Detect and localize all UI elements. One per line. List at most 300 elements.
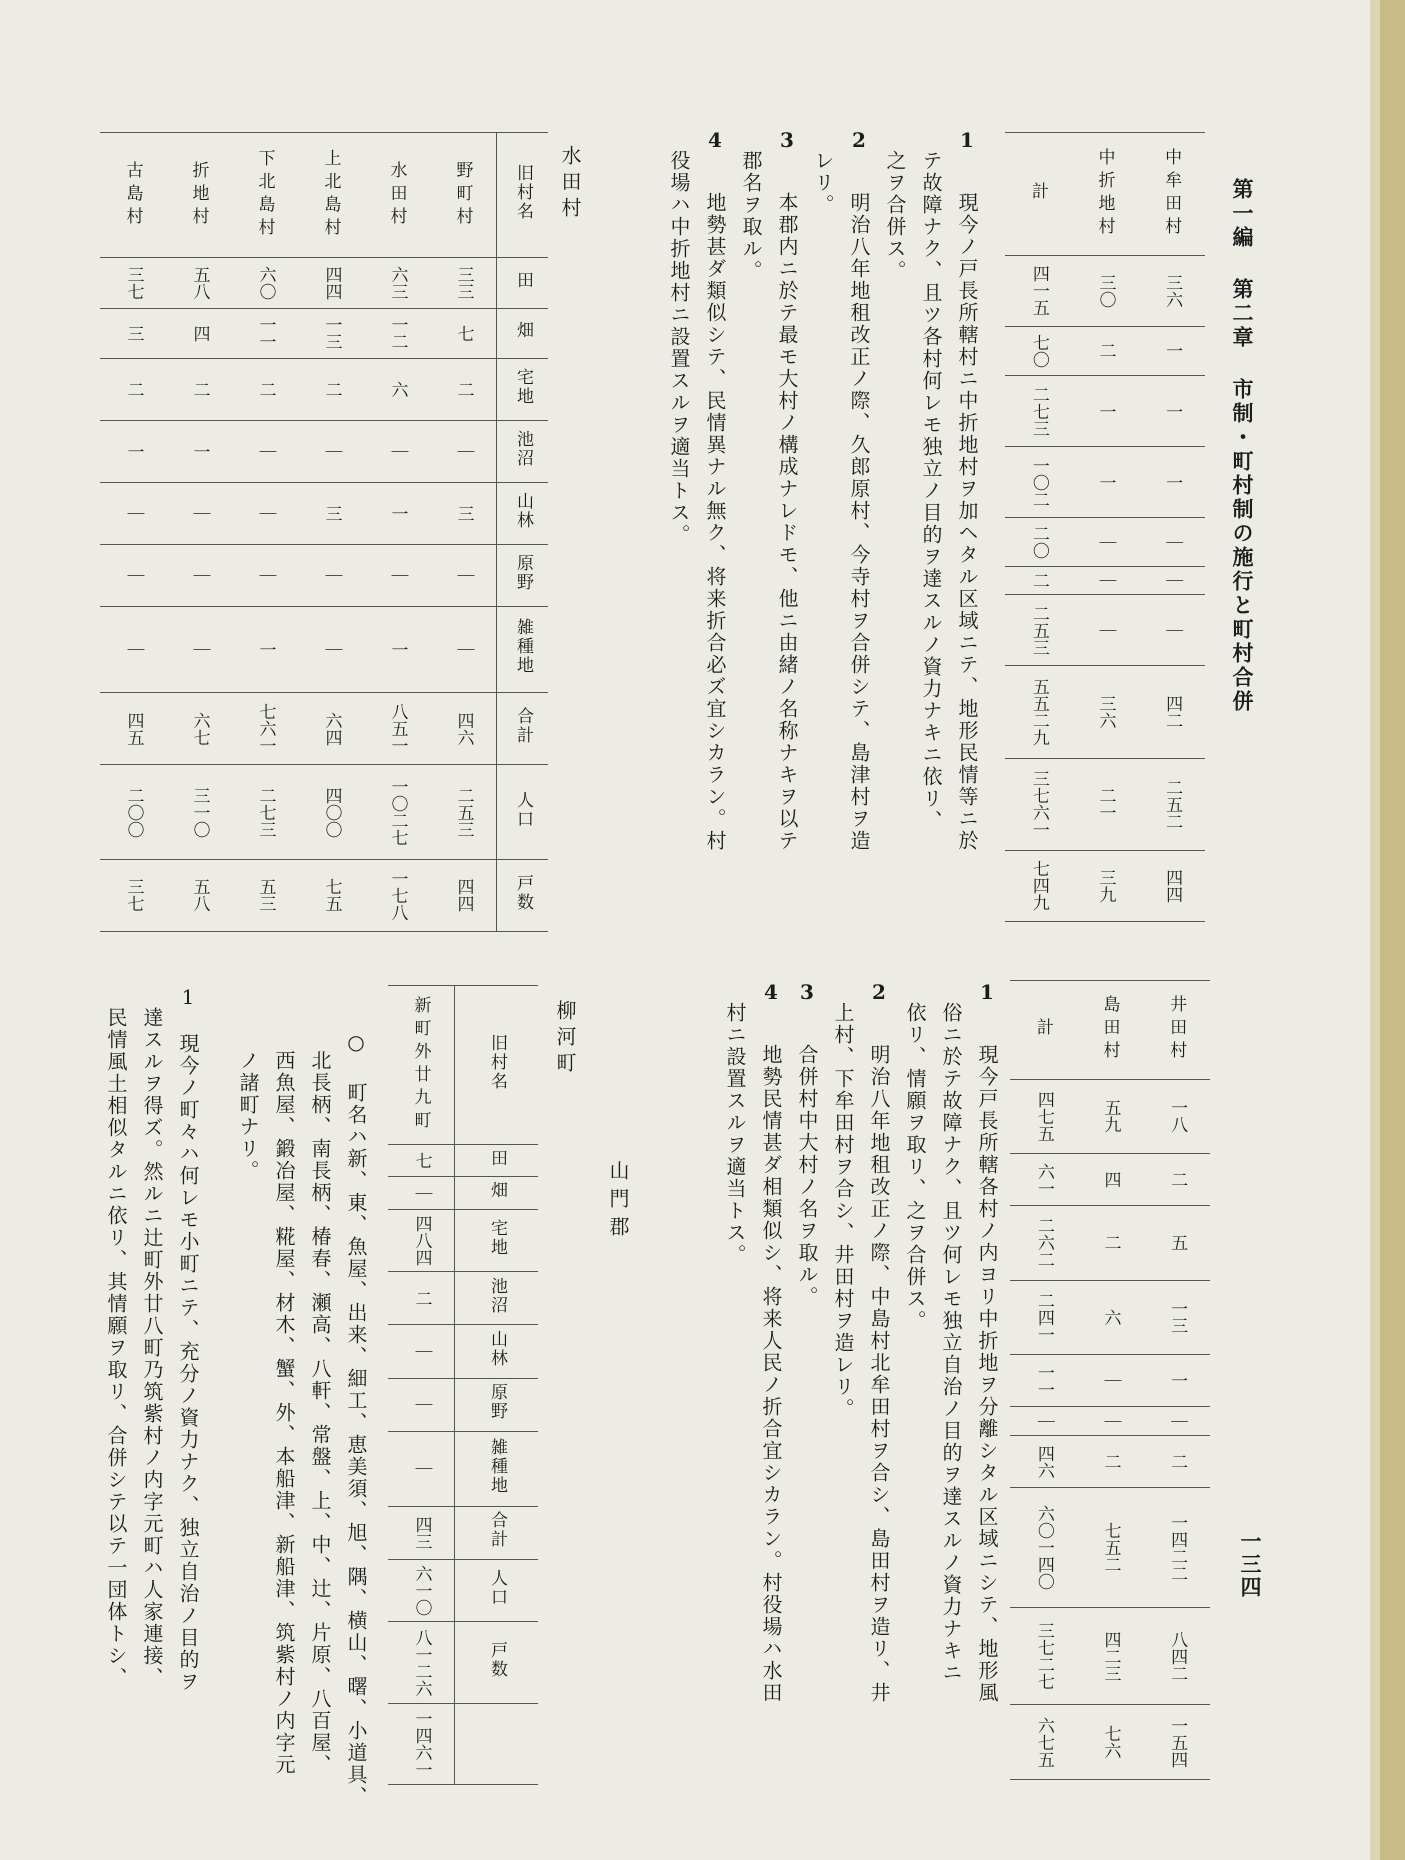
note-number: 4: [759, 980, 783, 1006]
table-header-cell: [497, 859, 549, 931]
table-cell: 六三: [364, 258, 430, 308]
table-row-name: 古島村: [100, 133, 166, 258]
table-cell: 二: [430, 358, 497, 420]
table-row-name: 井田村: [1143, 981, 1210, 1080]
table-cell: 六: [1077, 1280, 1144, 1355]
table-cell: 四: [166, 308, 232, 358]
table-cell: 二: [1072, 326, 1139, 375]
table-header-label: 雑種地: [513, 618, 533, 676]
note-line: [933, 980, 969, 1820]
table-cell: ｜: [100, 606, 166, 692]
table-cell: 一: [364, 606, 430, 692]
table-header-label: 人口: [487, 1569, 507, 1608]
table-row: [1010, 1407, 1210, 1436]
table-cell: 六〇: [232, 258, 298, 308]
table-cell: 一: [1072, 447, 1139, 518]
table-header-label: 田: [487, 1148, 507, 1168]
table-cell: 二七三: [232, 765, 298, 859]
note-number: 1: [975, 980, 999, 1006]
table-row: [388, 1560, 538, 1622]
table-name-row: [388, 986, 538, 1145]
note-text: 村ニ設置スルヲ適当トス。: [723, 1002, 747, 1266]
table-name-row: [100, 133, 548, 258]
table-header-cell: [497, 420, 549, 482]
note-line: [877, 128, 913, 968]
table-row: [388, 1378, 538, 1431]
table-cell: 二六二: [1010, 1206, 1077, 1281]
table-row-name: 島田村: [1077, 981, 1144, 1080]
table-cell: 一三: [1143, 1280, 1210, 1355]
table-cell: ｜: [1138, 595, 1205, 666]
table-cell: 一四二二: [1143, 1488, 1210, 1608]
table-row: [1005, 850, 1205, 921]
table-header-cell: [497, 482, 549, 544]
table-row: [1010, 1280, 1210, 1355]
table-row-name: 計: [1010, 981, 1077, 1080]
table-row: [1005, 567, 1205, 595]
table-cell: ｜: [430, 420, 497, 482]
table-row: [1010, 1206, 1210, 1281]
table-cell: 三三: [430, 258, 497, 308]
table-cell: ｜: [166, 482, 232, 544]
table-cell: ｜: [232, 544, 298, 606]
note-line: [661, 128, 697, 968]
notes-bottom-left: [98, 985, 206, 1825]
table-cell: 二七三: [1005, 376, 1072, 447]
table-cell: 一: [1072, 376, 1139, 447]
table-cell: 一: [166, 420, 232, 482]
table-cell: 七四九: [1005, 850, 1072, 921]
table-cell: 一八: [1143, 1079, 1210, 1154]
note-text: 明治八年地租改正ノ際、久郎原村、今寺村ヲ合併シテ、島津村ヲ造: [847, 192, 871, 852]
table-header-label: 雑種地: [487, 1437, 507, 1495]
table-row: [100, 258, 548, 308]
table-cell: 四八四: [388, 1209, 455, 1271]
note-text: レリ。: [811, 150, 835, 216]
table-header-label: 宅地: [513, 367, 533, 406]
table-cell: 五八: [166, 258, 232, 308]
note-line: [949, 128, 985, 968]
table-cell: ｜: [1138, 517, 1205, 566]
note-text: 本郡内ニ於テ最モ大村ノ構成ナレドモ、他ニ由緒ノ名称ナキヲ以テ: [775, 192, 799, 852]
table-cell: 一三: [298, 308, 364, 358]
note-line: [98, 985, 134, 1825]
table-cell: 四四: [430, 859, 497, 931]
note-line: [805, 128, 841, 968]
table-cell: 一〇二七: [364, 765, 430, 859]
table-cell: ｜: [232, 420, 298, 482]
table-header-cell: [455, 1325, 539, 1378]
table-cell: 三七: [100, 859, 166, 931]
table-row: [388, 1506, 538, 1559]
table-cell: 二: [100, 358, 166, 420]
table-cell: 一〇二: [1005, 447, 1072, 518]
table-cell: 二〇〇: [100, 765, 166, 859]
table-row-name: 野町村: [430, 133, 497, 258]
table-row-name: 上北島村: [298, 133, 364, 258]
table-cell: 二: [1143, 1154, 1210, 1206]
table-cell: ｜: [364, 544, 430, 606]
table-cell: ｜: [364, 420, 430, 482]
table-cell: 三六: [1072, 666, 1139, 758]
table-row: [100, 308, 548, 358]
table-name-row: [1010, 981, 1210, 1080]
table-cell: 二: [1077, 1206, 1144, 1281]
table-row-name: 中折地村: [1072, 133, 1139, 256]
table-cell: 八四二: [1143, 1608, 1210, 1705]
table-header-cell: [455, 986, 539, 1145]
table-cell: 四四: [1138, 850, 1205, 921]
table-cell: ｜: [388, 1325, 455, 1378]
table-header-label: 旧村名: [487, 1034, 507, 1092]
note-number: 3: [775, 128, 799, 154]
note-line: [789, 980, 825, 1820]
table-cell: ｜: [100, 544, 166, 606]
table-cell: ｜: [430, 544, 497, 606]
table-header-label: 合計: [487, 1511, 507, 1550]
table-cell: ｜: [1077, 1355, 1144, 1407]
table-header-label: 池沼: [513, 429, 533, 468]
table-row: [388, 1209, 538, 1271]
note-line: [841, 128, 877, 968]
table-row-name: 折地村: [166, 133, 232, 258]
table-header-label: 戸数: [487, 1641, 507, 1680]
table-header-cell: [455, 1145, 539, 1177]
note-line: [861, 980, 897, 1820]
note-line: [134, 985, 170, 1825]
note-line: [969, 980, 1005, 1820]
table-header-label: 畑: [513, 321, 533, 341]
table-cell: 五九: [1077, 1079, 1144, 1154]
table-cell: ｜: [298, 544, 364, 606]
note-line: [697, 128, 733, 968]
table-row: [100, 420, 548, 482]
table-cell: 一五四: [1143, 1705, 1210, 1780]
table-row-name: 水田村: [364, 133, 430, 258]
table-cell: 五三: [232, 859, 298, 931]
table-row: [1005, 447, 1205, 518]
table-cell: 二五二: [1138, 758, 1205, 850]
table-header-cell: [497, 544, 549, 606]
table-cell: 三七六一: [1005, 758, 1072, 850]
table-cell: 四二三: [1077, 1608, 1144, 1705]
table-header-label: 合計: [513, 707, 533, 746]
table-row-name: 計: [1005, 133, 1072, 256]
table-cell: 三〇: [1072, 255, 1139, 326]
table-header-label: 宅地: [487, 1218, 507, 1257]
table-cell: 二四一: [1010, 1280, 1077, 1355]
table-row-name: 下北島村: [232, 133, 298, 258]
table-header-cell: [497, 258, 549, 308]
table-row: [1010, 1488, 1210, 1608]
table-header-cell: [497, 606, 549, 692]
note-line: 西魚屋、鍛冶屋、糀屋、材木、蟹、外、本船津、新船津、筑紫村ノ内字元: [272, 1050, 296, 1776]
table-cell: 二五三: [430, 765, 497, 859]
table-row: [388, 1271, 538, 1324]
table-cell: 六四: [298, 693, 364, 765]
table-cell: 六七五: [1010, 1705, 1077, 1780]
table-cell: ｜: [1072, 517, 1139, 566]
table-cell: 五: [1143, 1206, 1210, 1281]
table-cell: 三: [298, 482, 364, 544]
note-number: 1: [176, 985, 200, 1011]
table-cell: ｜: [298, 606, 364, 692]
table-cell: 七〇: [1005, 326, 1072, 375]
table-cell: 四〇〇: [298, 765, 364, 859]
table-row: [1005, 255, 1205, 326]
table-row: [1005, 758, 1205, 850]
note-number: 3: [795, 980, 819, 1006]
note-number: 2: [847, 128, 871, 154]
table-row: [1005, 376, 1205, 447]
table-cell: 三: [100, 308, 166, 358]
note-line: [769, 128, 805, 968]
table-cell: 一: [1138, 447, 1205, 518]
table-row-name: 中牟田村: [1138, 133, 1205, 256]
table-cell: 四六: [430, 693, 497, 765]
table-cell: 五五二九: [1005, 666, 1072, 758]
table-row: [388, 1177, 538, 1209]
note-number: 1: [955, 128, 979, 154]
table-row: [388, 1703, 538, 1784]
table-cell: 四一五: [1005, 255, 1072, 326]
table-header-cell: [455, 1432, 539, 1507]
table-cell: 六七: [166, 693, 232, 765]
table-cell: 一一: [232, 308, 298, 358]
town-note: [230, 1030, 374, 1810]
table-row: [1010, 1079, 1210, 1154]
table-header-label: 池沼: [487, 1276, 507, 1315]
table-cell: ｜: [1138, 567, 1205, 595]
table-cell: 一: [1138, 326, 1205, 375]
table-row: [100, 544, 548, 606]
table-cell: 四七五: [1010, 1079, 1077, 1154]
table-row: [388, 1432, 538, 1507]
note-text: テ故障ナク、且ツ各村何レモ独立ノ目的ヲ達スルノ資力ナキニ依リ、: [919, 150, 943, 832]
district-label: 山門郡: [606, 1160, 630, 1244]
table-header-label: 旧村名: [513, 164, 533, 222]
town-label: 柳河町: [553, 1000, 577, 1078]
table-cell: 三一〇: [166, 765, 232, 859]
note-line: ノ諸町ナリ。: [236, 1050, 260, 1182]
notes-top-right: [661, 128, 985, 968]
table-cell: ｜: [1143, 1407, 1210, 1436]
table-cell: ｜: [1077, 1407, 1144, 1436]
table-name-row: [1005, 133, 1205, 256]
table-row: [1005, 326, 1205, 375]
table-row: [1010, 1436, 1210, 1488]
table-cell: 六一: [1010, 1154, 1077, 1206]
table-cell: 三六: [1138, 255, 1205, 326]
table-header-cell: [497, 765, 549, 859]
table-row-name: 新町外廿九町: [388, 986, 455, 1145]
table-cell: 二: [298, 358, 364, 420]
table-cell: 七五: [298, 859, 364, 931]
table-cell: ｜: [298, 420, 364, 482]
table-cell: 八五一: [364, 693, 430, 765]
note-text: 役場ハ中折地村ニ設置スルヲ適当トス。: [667, 150, 691, 546]
table-row: [1005, 595, 1205, 666]
note-text: 現今ノ町々ハ何レモ小町ニテ、充分ノ資力ナク、独立自治ノ目的ヲ: [176, 1033, 200, 1693]
table-row: [388, 1145, 538, 1177]
table-cell: 八一二六: [388, 1622, 455, 1703]
table-header-cell: [455, 1560, 539, 1622]
table-cell: ｜: [1010, 1407, 1077, 1436]
table-header-label: 原野: [487, 1383, 507, 1422]
table-cell: 四: [1077, 1154, 1144, 1206]
note-text: 合併村中大村ノ名ヲ取ル。: [795, 1044, 819, 1308]
table-cell: ｜: [232, 482, 298, 544]
table-cell: 一: [364, 482, 430, 544]
table-top-left: [100, 132, 548, 932]
table-cell: ｜: [166, 544, 232, 606]
table-cell: 二五三: [1005, 595, 1072, 666]
table-cell: 七六一: [232, 693, 298, 765]
table-cell: 三七: [100, 258, 166, 308]
table-cell: ｜: [100, 482, 166, 544]
table-cell: 二: [232, 358, 298, 420]
note-line: [913, 128, 949, 968]
note-text: 現今戸長所轄各村ノ内ヨリ中折地ヲ分離シタル区域ニシテ、地形風: [975, 1044, 999, 1704]
table-header-label: 戸数: [513, 873, 533, 912]
table-cell: 二: [388, 1271, 455, 1324]
note-line: ○ 町名ハ新、東、魚屋、出来、細工、恵美須、旭、隅、横山、曙、小道具、: [344, 1030, 368, 1808]
table-bottom-right: [1010, 980, 1210, 1780]
note-text: 地勢民情甚ダ相類似シ、将来人民ノ折合宜シカラン。村役場ハ水田: [759, 1044, 783, 1704]
table-row: [100, 859, 548, 931]
note-line: [717, 980, 753, 1820]
note-line: [825, 980, 861, 1820]
table-header-cell: [455, 1622, 539, 1703]
table-header-cell: [455, 1271, 539, 1324]
table-cell: ｜: [1072, 567, 1139, 595]
table-header-cell: [455, 1177, 539, 1209]
table-cell: 二: [1143, 1436, 1210, 1488]
table-header-cell: [455, 1703, 539, 1784]
table-row: [1010, 1154, 1210, 1206]
note-text: 上村、下牟田村ヲ合シ、井田村ヲ造レリ。: [831, 1002, 855, 1420]
note-text: 民情風土相似タルニ依リ、其情願ヲ取リ、合併シテ以テ一団体トシ、: [104, 1007, 128, 1689]
table-header-label: 畑: [487, 1181, 507, 1201]
table-header-cell: [455, 1209, 539, 1271]
table-row: [1010, 1705, 1210, 1780]
note-line: [733, 128, 769, 968]
table-cell: 一七八: [364, 859, 430, 931]
table-cell: ｜: [388, 1177, 455, 1209]
table-row: [1005, 666, 1205, 758]
table-cell: 四六: [1010, 1436, 1077, 1488]
table-cell: 四三: [388, 1506, 455, 1559]
table-header-cell: [455, 1378, 539, 1431]
table-header-cell: [497, 308, 549, 358]
table-header-cell: [497, 133, 549, 258]
table-cell: 四二: [1138, 666, 1205, 758]
note-text: 郡名ヲ取ル。: [739, 150, 763, 282]
table-cell: 一一: [1010, 1355, 1077, 1407]
page-spine: [1380, 0, 1405, 1860]
table-cell: 二〇: [1005, 517, 1072, 566]
table-cell: 七五二: [1077, 1488, 1144, 1608]
note-text: 俗ニ於テ故障ナク、且ツ何レモ独立自治ノ目的ヲ達スルノ資力ナキニ: [939, 1002, 963, 1684]
table-cell: 四四: [298, 258, 364, 308]
note-number: 4: [703, 128, 727, 154]
table-row: [100, 482, 548, 544]
table-cell: ｜: [430, 606, 497, 692]
page-spine-shadow: [1370, 0, 1380, 1860]
table-header-label: 田: [513, 270, 533, 290]
note-number: 2: [867, 980, 891, 1006]
table-header-label: 人口: [513, 790, 533, 829]
table-header-label: 原野: [513, 553, 533, 592]
table-cell: 二: [1005, 567, 1072, 595]
table-cell: ｜: [1072, 595, 1139, 666]
table-top-right: [1005, 132, 1205, 922]
table-cell: 一: [100, 420, 166, 482]
table-header-cell: [497, 358, 549, 420]
table-row: [1010, 1355, 1210, 1407]
table-cell: ｜: [166, 606, 232, 692]
table-row: [1010, 1608, 1210, 1705]
table-cell: 七: [430, 308, 497, 358]
table-header-cell: [497, 693, 549, 765]
note-line: [897, 980, 933, 1820]
running-header: 第一編 第二章 市制・町村制の施行と町村合併: [1230, 178, 1255, 714]
table-row: [100, 358, 548, 420]
village-label: 水田村: [558, 145, 582, 223]
note-text: 達スルヲ得ズ。然ルニ辻町外廿八町乃筑紫村ノ内字元町ハ人家連接、: [140, 1007, 164, 1689]
table-row: [100, 693, 548, 765]
table-row: [388, 1622, 538, 1703]
table-row: [100, 606, 548, 692]
table-cell: 二一: [1072, 758, 1139, 850]
table-cell: 一: [1143, 1355, 1210, 1407]
table-cell: 七: [388, 1145, 455, 1177]
table-cell: 六: [364, 358, 430, 420]
table-cell: 四五: [100, 693, 166, 765]
table-cell: 二: [1077, 1436, 1144, 1488]
note-line: [170, 985, 206, 1825]
table-cell: 五八: [166, 859, 232, 931]
note-text: 明治八年地租改正ノ際、中島村北牟田村ヲ合シ、島田村ヲ造リ、井: [867, 1044, 891, 1704]
table-cell: 一: [232, 606, 298, 692]
note-line: [753, 980, 789, 1820]
notes-bottom-right: [717, 980, 1005, 1820]
table-cell: 三九: [1072, 850, 1139, 921]
note-text: 依リ、情願ヲ取リ、之ヲ合併ス。: [903, 1002, 927, 1332]
table-cell: ｜: [388, 1378, 455, 1431]
table-cell: 六一〇: [388, 1560, 455, 1622]
table-cell: 一二: [364, 308, 430, 358]
table-yanagawa: [388, 985, 538, 1785]
table-cell: 七六: [1077, 1705, 1144, 1780]
table-row: [1005, 517, 1205, 566]
note-text: 地勢甚ダ類似シテ、民情異ナル無ク、将来折合必ズ宜シカラン。村: [703, 192, 727, 852]
note-text: 現今ノ戸長所轄村ニ中折地村ヲ加ヘタル区域ニテ、地形民情等ニ於: [955, 192, 979, 852]
table-row: [388, 1325, 538, 1378]
table-header-cell: [455, 1506, 539, 1559]
table-cell: 一四六一: [388, 1703, 455, 1784]
page-number: 一三四: [1238, 1530, 1263, 1599]
table-cell: 三: [430, 482, 497, 544]
table-row: [100, 765, 548, 859]
table-header-label: 山林: [513, 491, 533, 530]
table-cell: ｜: [388, 1432, 455, 1507]
table-cell: 六〇一四〇: [1010, 1488, 1077, 1608]
table-header-label: 山林: [487, 1330, 507, 1369]
note-text: 之ヲ合併ス。: [883, 150, 907, 282]
table-cell: 三七二七: [1010, 1608, 1077, 1705]
table-cell: 一: [1138, 376, 1205, 447]
